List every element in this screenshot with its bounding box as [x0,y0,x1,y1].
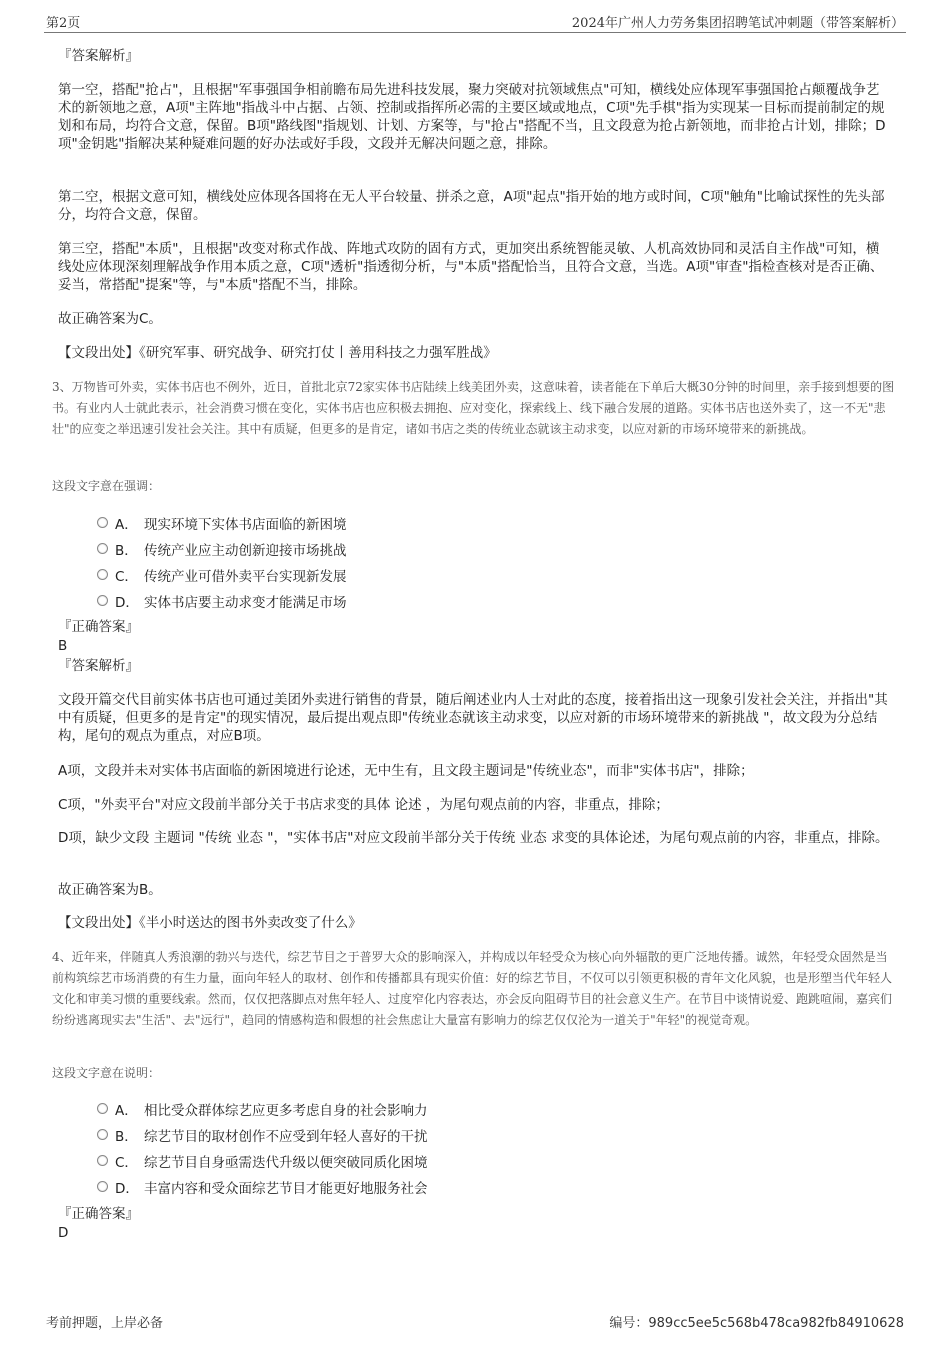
q3-prompt: 这段文字意在强调： [52,479,161,493]
q3-stem: 3、万物皆可外卖，实体书店也不例外，近日，首批北京72家实体书店陆续上线美团外卖，这意味着，读者能在下单后大概30分钟的时间里，亲手接到想要的图书。有业内人士就此表示，社会消费习惯在变化，实体书店也应积极去拥抱、应对变化，探索线上、线下融合发展的道路。实体书店也送外卖了，这一不无"悲壮"的应变之举迅速引发社会关注。其中有质疑，但更多的是肯定，诸如书店之类的传统业态就该主动求变，以应对新的市场环境带来的新挑战。 [52,380,895,436]
q4-answer: D [58,1225,69,1241]
q4-stem: 4、近年来，伴随真人秀浪潮的勃兴与迭代，综艺节目之于普罗大众的影响深入，并构成以年轻受众为核心向外辐散的更广泛地传播。诚然，年轻受众固然是当前构筑综艺市场消费的有生力量，面向年轻人的取材、创作和传播都具有现实价值：好的综艺节目，不仅可以引领更积极的青年文化风貌，也是形塑当代年轻人文化和审美习惯的重要线索。然而，仅仅把落脚点对焦年轻人、过度窄化内容表达，亦会反向阻碍节目的社会意义生产。在节目中谈情说爱、跑跳喧闹，嘉宾们纷纷逃离现实去"生活"、去"远行"，趋同的情感构造和假想的社会焦虑让大量富有影响力的综艺仅仅沦为一道关于"年轻"的视觉奇观。 [52,950,893,1027]
page-footer [44,1312,906,1332]
q3-analysis-para3: C项，"外卖平台"对应文段前半部分关于书店求变的具体 论述 ，为尾句观点前的内容，非重点，排除； [58,797,669,813]
option-letter: A． [115,517,138,533]
footer-code [609,1312,904,1331]
option-text: 实体书店要主动求变才能满足市场 [144,595,347,611]
q2-source: 【文段出处】《研究军事、研究战争、研究打仗丨善用科技之力强军胜战》 [58,345,497,361]
radio-button-icon[interactable] [97,569,108,580]
radio-button-icon[interactable] [97,543,108,554]
option-letter: D． [115,1181,139,1197]
q4-prompt: 这段文字意在说明： [52,1066,161,1080]
q3-answer: B [58,638,68,654]
q2-analysis-para1: 第一空，搭配"抢占"，且根据"军事强国争相前瞻布局先进科技发展，聚力突破对抗领域焦点"可知，横线处应体现军事强国抢占颠覆战争艺术的新领地之意，A项"主阵地"指战斗中占据、占领、控制或指挥所必需的主要区域或地点，C项"先手棋"指为实现某一目标而提前制定的规划和布局，均符合文意，保留。B项"路线图"指规划、计划、方案等，与"抢占"搭配不当，且文段意为抢占新领地，而非抢占计划，排除；D项"金钥匙"指解决某种疑难问题的好办法或好手段，文段并无解决问题之意，排除。 [58,82,886,152]
radio-button-icon[interactable] [97,517,108,528]
q2-analysis-heading: 『答案解析』 [58,48,139,64]
option-letter: C． [115,569,138,585]
radio-button-icon[interactable] [97,1181,108,1192]
q3-analysis-para1: 文段开篇交代目前实体书店也可通过美团外卖进行销售的背景，随后阐述业内人士对此的态度，接着指出这一现象引发社会关注，并指出"其中有质疑，但更多的是肯定"的现实情况，最后提出观点即"传统业态就该主动求变，以应对新的市场环境带来的新挑战 "，故文段为分总结构，尾句的观点为重点，对应B项。 [58,692,888,744]
option-letter: B． [115,543,138,559]
option-text: 丰富内容和受众面综艺节目才能更好地服务社会 [144,1181,428,1197]
radio-button-icon[interactable] [97,1103,108,1114]
page-number: 第2页 [46,16,81,31]
option-letter: B． [115,1129,138,1145]
option-text: 综艺节目的取材创作不应受到年轻人喜好的干扰 [144,1129,428,1145]
q3-analysis-para4: D项，缺少文段 主题词 "传统 业态 "，"实体书店"对应文段前半部分关于传统 业态 求变的具体论述，为尾句观点前的内容，非重点，排除。 [58,830,889,846]
q2-analysis-para3: 第三空，搭配"本质"，且根据"改变对称式作战、阵地式攻防的固有方式，更加突出系统智能灵敏、人机高效协同和灵活自主作战"可知，横线处应体现深刻理解战争作用本质之意，C项"透析"指透彻分析，与"本质"搭配恰当，且符合文意，当选。A项"审查"指检查核对是否正确、妥当，常搭配"提案"等，与"本质"搭配不当，排除。 [58,241,884,293]
option-letter: D． [115,595,139,611]
option-letter: C． [115,1155,138,1171]
q3-source: 【文段出处】《半小时送达的图书外卖改变了什么》 [58,915,362,931]
option-letter: A． [115,1103,138,1119]
q2-conclusion: 故正确答案为C。 [58,311,162,327]
q2-analysis-para2: 第二空，根据文意可知，横线处应体现各国将在无人平台较量、拼杀之意，A项"起点"指开始的地方或时间，C项"触角"比喻试探性的先头部分，均符合文意，保留。 [58,189,885,223]
q3-analysis-para2: A项，文段并未对实体书店面临的新困境进行论述，无中生有，且文段主题词是"传统业态"，而非"实体书店"，排除； [58,763,754,779]
q3-conclusion: 故正确答案为B。 [58,882,162,898]
document-title: 2024年广州人力劳务集团招聘笔试冲刺题（带答案解析） [571,16,904,31]
footer-code-label: 编号： [609,1316,649,1331]
q3-analysis-heading: 『答案解析』 [58,658,139,674]
option-text: 传统产业可借外卖平台实现新发展 [144,569,347,585]
footer-code-value: 989cc5ee5c568b478ca982fb84910628 [648,1316,904,1331]
page-header [44,10,906,33]
option-text: 综艺节目自身亟需迭代升级以便突破同质化困境 [144,1155,428,1171]
footer-slogan: 考前押题，上岸必备 [46,1316,164,1331]
q4-answer-heading: 『正确答案』 [58,1206,139,1222]
radio-button-icon[interactable] [97,595,108,606]
option-text: 现实环境下实体书店面临的新困境 [144,517,347,533]
option-text: 相比受众群体综艺应更多考虑自身的社会影响力 [144,1103,428,1119]
radio-button-icon[interactable] [97,1129,108,1140]
option-text: 传统产业应主动创新迎接市场挑战 [144,543,347,559]
q3-answer-heading: 『正确答案』 [58,619,139,635]
radio-button-icon[interactable] [97,1155,108,1166]
